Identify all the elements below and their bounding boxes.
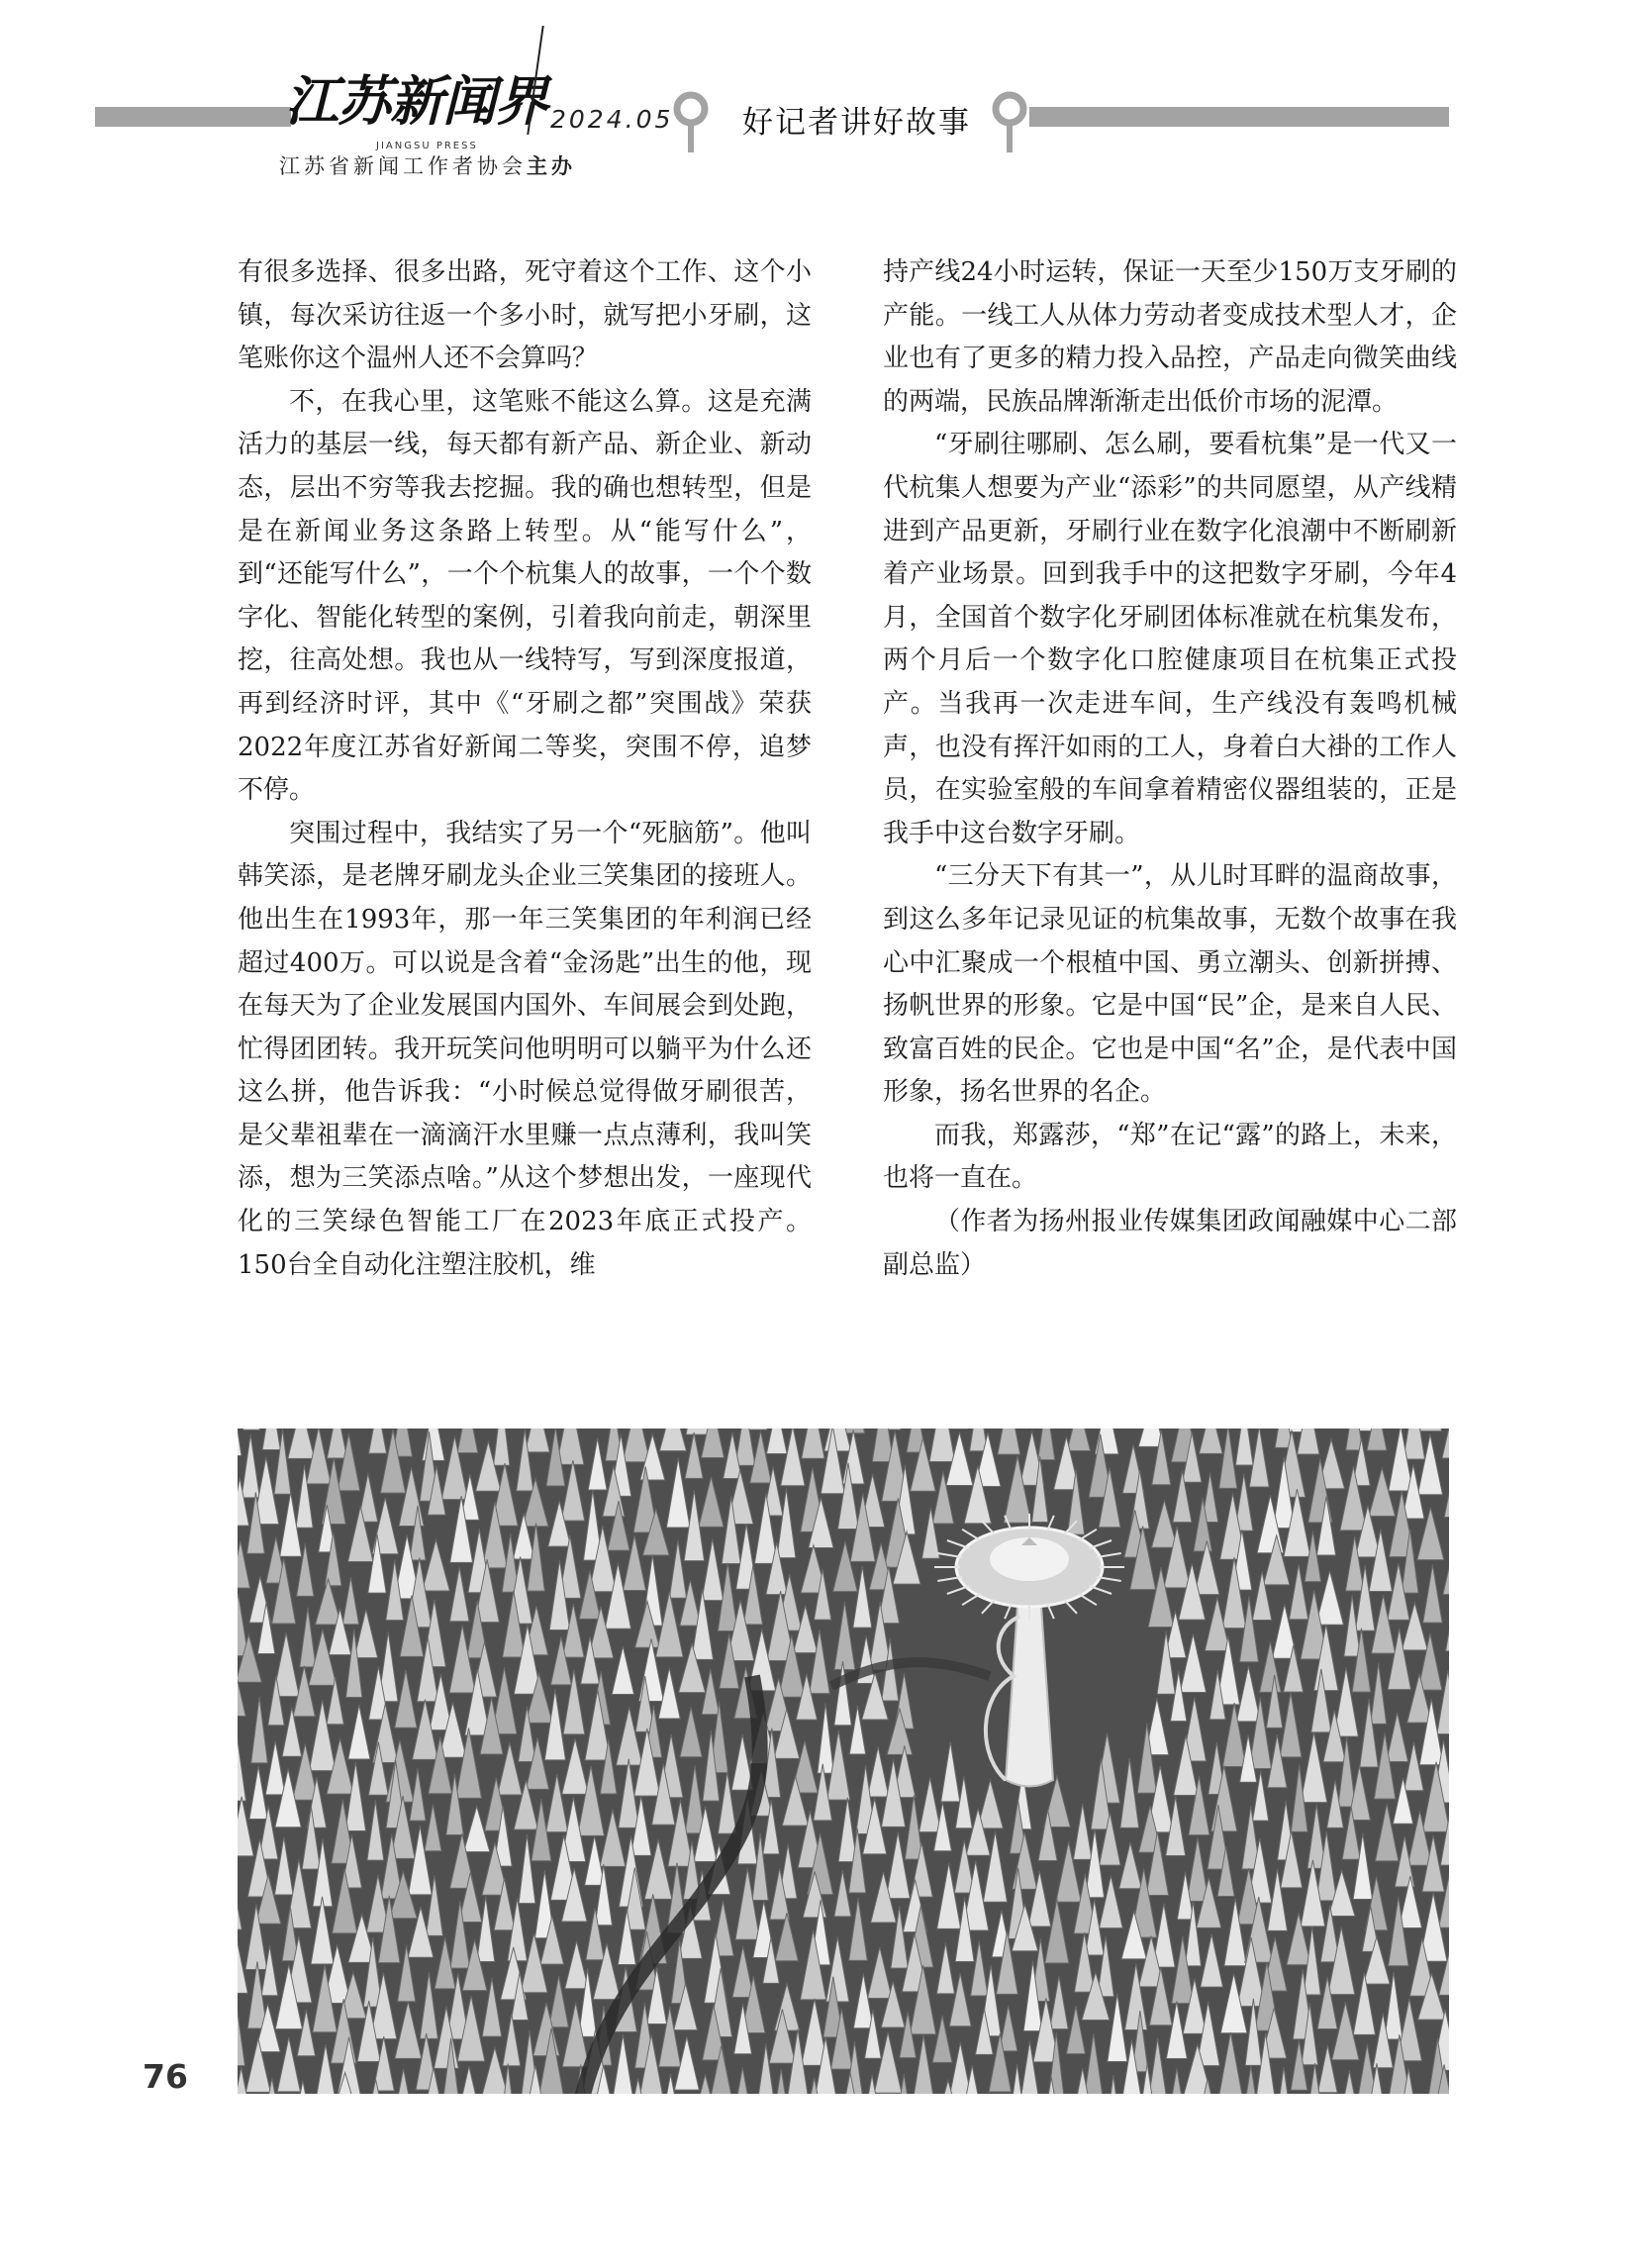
magazine-title: 江苏新闻界 [285,70,547,133]
tree [845,1429,864,1433]
tree [748,1429,767,1430]
paragraph: 突围过程中，我结实了另一个“死脑筋”。他叫韩笑添，是老牌牙刷龙头企业三笑集团的接班人。他出生在1993年，那一年三笑集团的年利润已经超过400万。可以说是含着“金汤匙”出生的他，现在每天为了企业发展国内国外、车间展会到处跑，忙得团团转。我开玩笑问他明明可以躺平为什么还这么拼，他告诉我：“小时候总觉得做牙刷很苦，是父辈祖辈在一滴滴汗水里赚一点点薄利，我叫笑添，想为三笑添点啥。”从这个梦想出发，一座现代化的三笑绿色智能工厂在2023年底正式投产。150台全自动化注塑注胶机，维 [238,818,812,1280]
paragraph: 有很多选择、很多出路，死守着这个工作、这个小镇，每次采访往返一个多小时，就写把小牙刷，这笔账你这个温州人还不会算吗？ [238,257,812,374]
forest-canopy-image [238,1429,1449,2094]
paragraph: 持产线24小时运转，保证一天至少150万支牙刷的产能。一线工人从体力劳动者变成技术型人才，企业也有了更多的精力投入品控，产品走向微笑曲线的两端，民族品牌渐渐走出低价市场的泥潭。 [883,257,1457,417]
organizer-name: 江苏省新闻工作者协会 [279,154,527,178]
magazine-subtitle: JIANGSU PRESS [376,141,478,151]
organizer-line [279,150,576,180]
map-pin-icon [671,91,711,154]
issue-number: 2024.05 [550,105,674,134]
organizer-role: 主办 [527,154,576,178]
section-title: 好记者讲好故事 [742,105,971,141]
tree [262,1429,280,1450]
page-header [0,0,1644,198]
page-number: 76 [143,2057,188,2096]
forest-tower-photo [238,1429,1449,2094]
paragraph: 而我，郑露莎，“郑”在记“露”的路上，未来，也将一直在。 [883,1120,1457,1194]
article-column-right [883,251,1457,1287]
header-bar-left [95,107,291,127]
paragraph: “三分天下有其一”，从儿时耳畔的温商故事，到这么多年记录见证的杭集故事，无数个故事在我心中汇聚成一个根植中国、勇立潮头、创新拼搏、扬帆世界的形象。它是中国“民”企，是来自人民、致富百姓的民企。它也是中国“名”企，是代表中国形象，扬名世界的名企。 [883,861,1457,1108]
tree [1419,1429,1441,1431]
author-note: （作者为扬州报业传媒集团政闻融媒中心二部副总监） [883,1207,1457,1280]
header-bar-right [1029,107,1449,127]
article-column-left [238,251,812,1287]
map-pin-icon [990,91,1029,154]
paragraph: 不，在我心里，这笔账不能这么算。这是充满活力的基层一线，每天都有新产品、新企业、新动态，层出不穷等我去挖掘。我的确也想转型，但是是在新闻业务这条路上转型。从“能写什么”，到“还能写什么”，一个个杭集人的故事，一个个数字化、智能化转型的案例，引着我向前走，朝深里挖，往高处想。我也从一线特写，写到深度报道，再到经济时评，其中《“牙刷之都”突围战》荣获2022年度江苏省好新闻二等奖，突围不停，追梦不停。 [238,386,812,806]
paragraph: “牙刷往哪刷、怎么刷，要看杭集”是一代又一代杭集人想要为产业“添彩”的共同愿望，从产线精进到产品更新，牙刷行业在数字化浪潮中不断刷新着产业场景。回到我手中的这把数字牙刷，今年4月，全国首个数字化牙刷团体标准就在杭集发布，两个月后一个数字化口腔健康项目在杭集正式投产。当我再一次走进车间，生产线没有轰鸣机械声，也没有挥汗如雨的工人，身着白大褂的工作人员，在实验室般的车间拿着精密仪器组装的，正是我手中这台数字牙刷。 [883,430,1457,848]
tree [243,1429,260,1430]
